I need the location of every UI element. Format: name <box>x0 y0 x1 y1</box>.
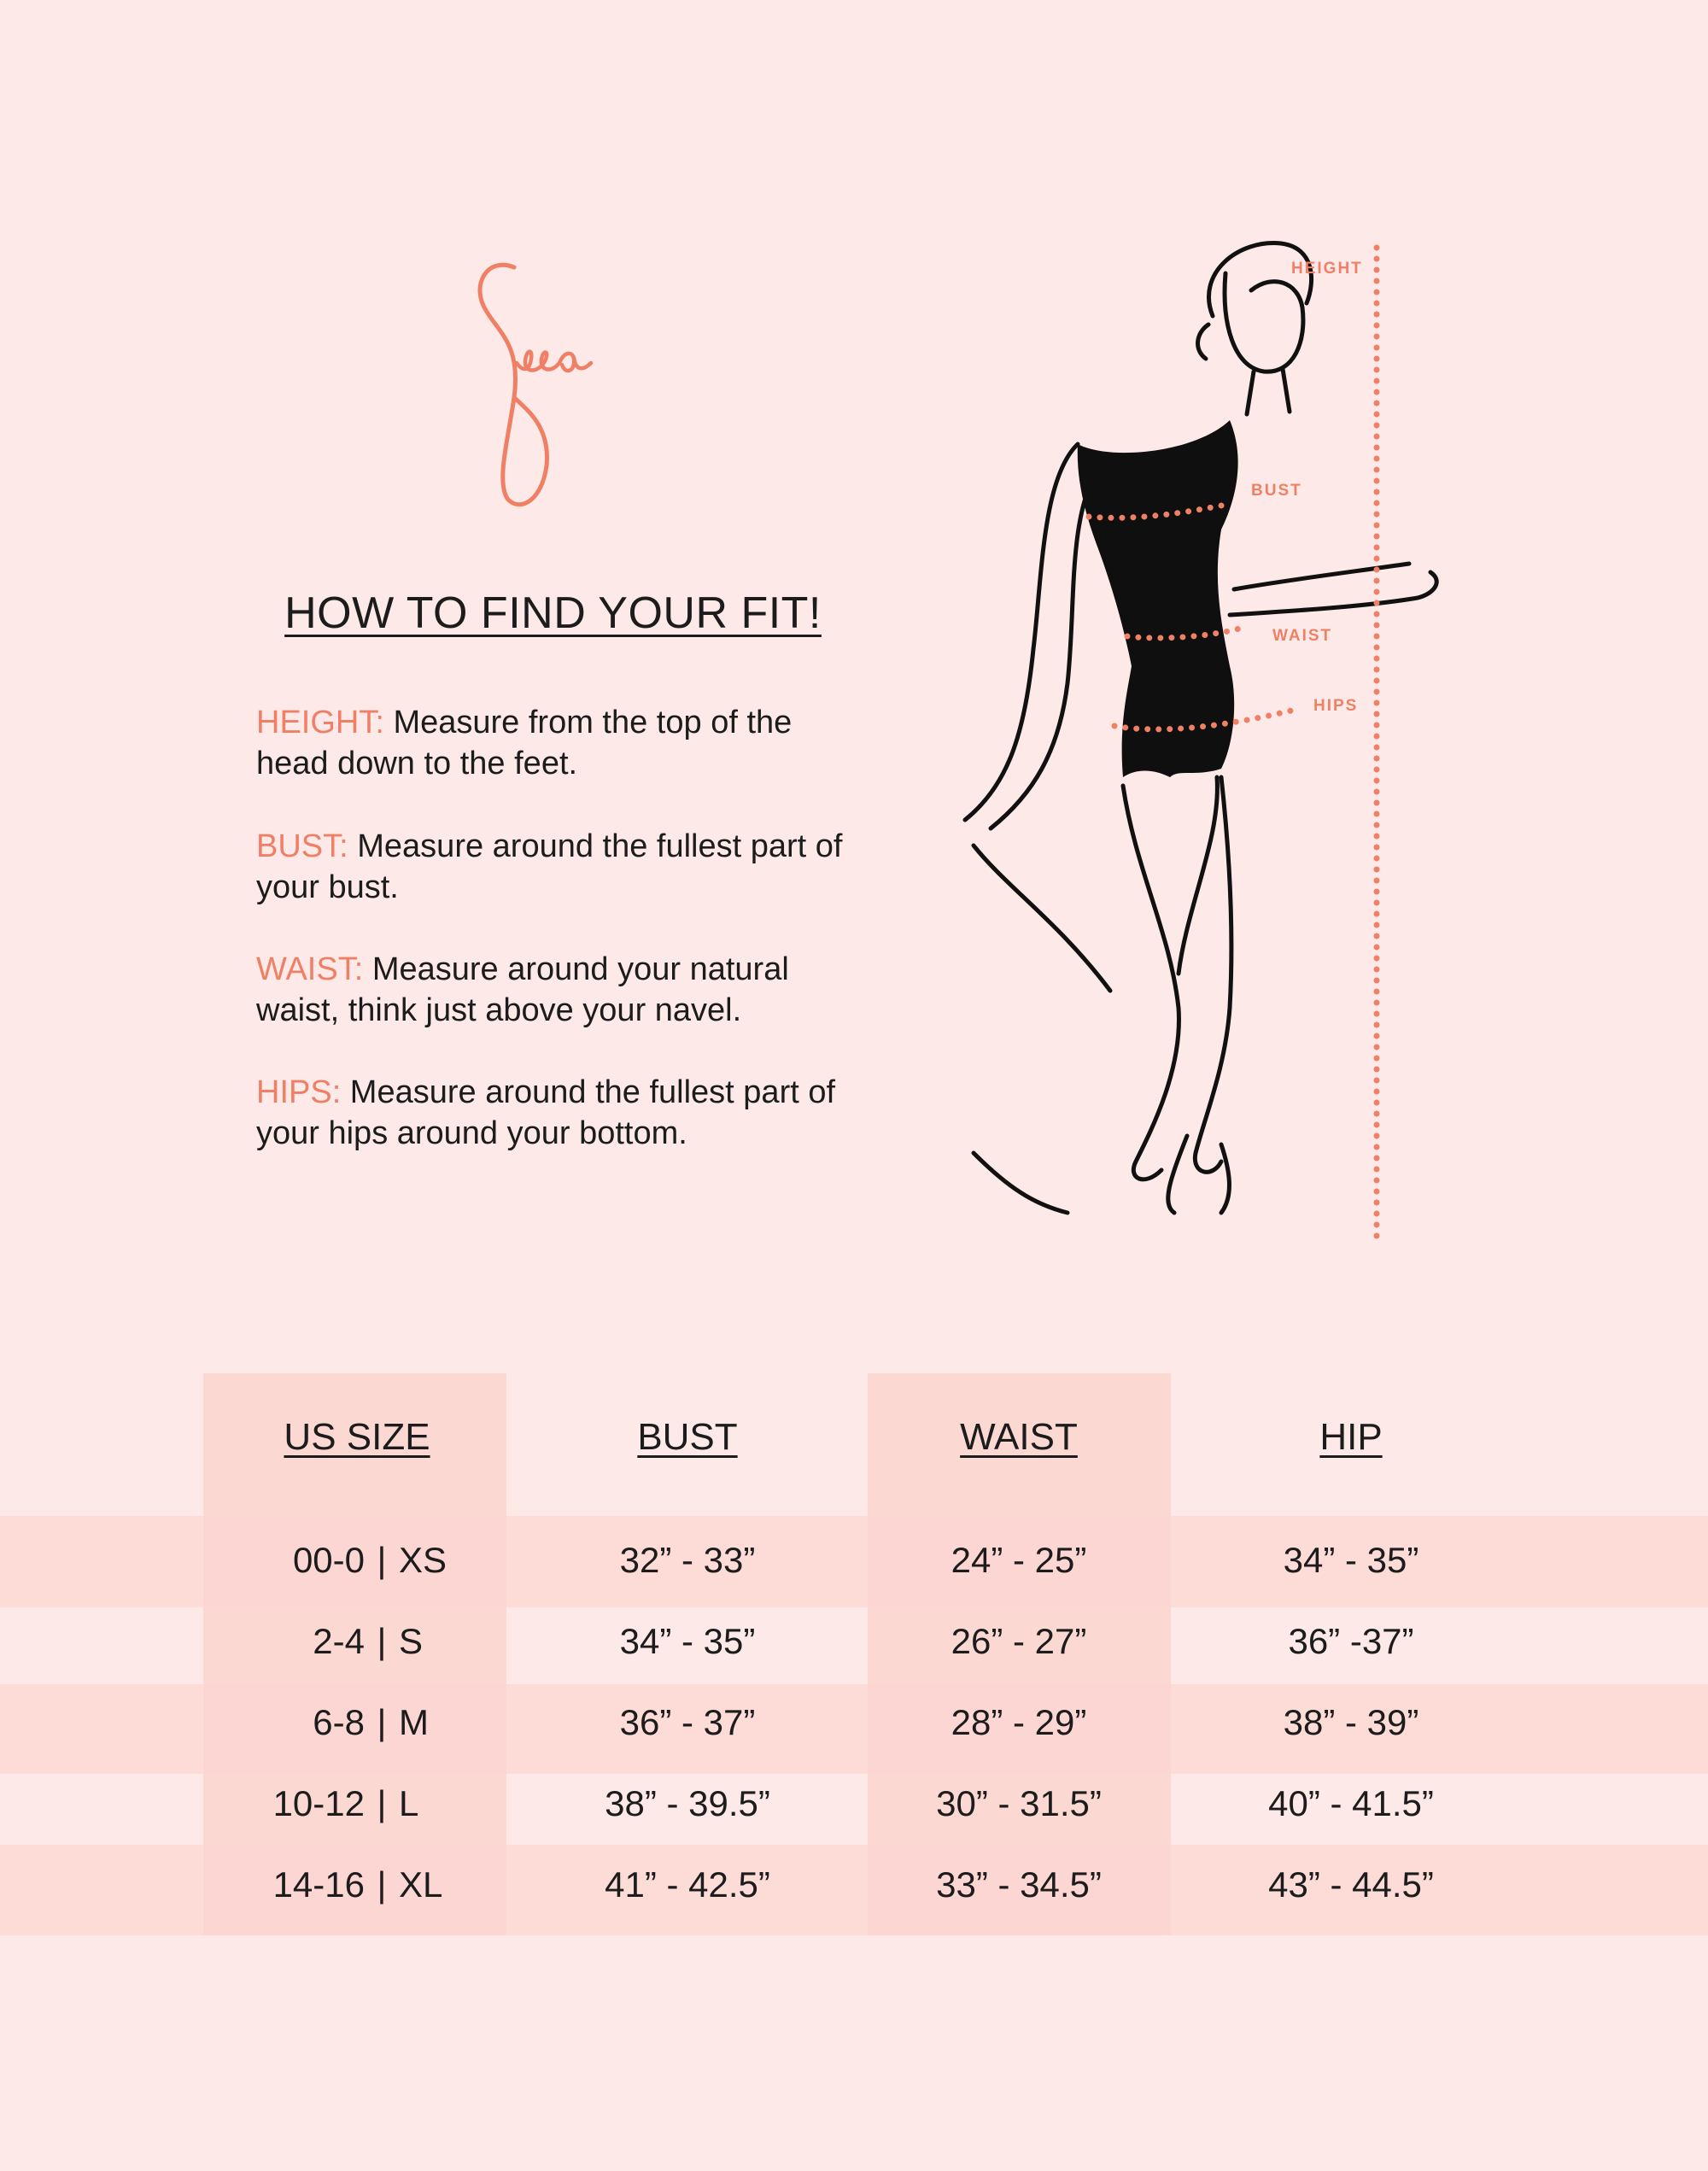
bust-cell: 36” - 37” <box>619 1702 756 1742</box>
hip-cell: 40” - 41.5” <box>1268 1783 1434 1823</box>
size-separator: | <box>377 1864 387 1905</box>
bust-cell: 38” - 39.5” <box>605 1783 770 1823</box>
table-row-size <box>203 1702 511 1743</box>
table-row-size <box>203 1540 511 1581</box>
size-number: 2-4 <box>313 1621 365 1661</box>
size-number: 10-12 <box>272 1783 365 1823</box>
size-letter: XL <box>399 1864 443 1905</box>
size-letter: M <box>399 1702 429 1742</box>
table-row-size <box>203 1621 511 1662</box>
figure-illustration <box>939 222 1520 1247</box>
figure-label-hips: HIPS <box>1313 697 1359 715</box>
size-separator: | <box>377 1540 387 1580</box>
hip-cell: 38” - 39” <box>1283 1702 1419 1742</box>
waist-cell: 28” - 29” <box>951 1702 1087 1742</box>
waist-cell: 30” - 31.5” <box>936 1783 1102 1823</box>
size-separator: | <box>377 1621 387 1661</box>
table-row-size <box>203 1783 511 1824</box>
header-hip: HIP <box>1319 1416 1383 1458</box>
header-waist: WAIST <box>960 1416 1078 1458</box>
header-bust: BUST <box>637 1416 738 1458</box>
instruction-bust <box>256 826 871 908</box>
size-separator: | <box>377 1702 387 1742</box>
size-letter: XS <box>399 1540 447 1580</box>
size-separator: | <box>377 1783 387 1823</box>
waist-cell: 33” - 34.5” <box>936 1864 1102 1905</box>
figure-label-bust: BUST <box>1251 482 1302 500</box>
bust-cell: 41” - 42.5” <box>605 1864 770 1905</box>
bust-cell: 34” - 35” <box>619 1621 756 1661</box>
instruction-key: HIPS: <box>256 1074 342 1110</box>
seea-logo <box>461 252 649 517</box>
instruction-text: Measure from the top of the head down to the feet. <box>256 705 793 781</box>
instruction-hips <box>256 1072 871 1154</box>
header-us-size: US SIZE <box>284 1416 430 1458</box>
waist-cell: 26” - 27” <box>951 1621 1087 1661</box>
waist-cell: 24” - 25” <box>951 1540 1087 1580</box>
instruction-text: Measure around the fullest part of your hips around your bottom. <box>256 1074 836 1151</box>
instruction-text: Measure around your natural waist, think just above your navel. <box>256 951 789 1028</box>
hip-cell: 34” - 35” <box>1283 1540 1419 1580</box>
page-title: HOW TO FIND YOUR FIT! <box>284 588 822 638</box>
hip-cell: 36” -37” <box>1288 1621 1414 1661</box>
instruction-key: WAIST: <box>256 951 364 987</box>
table-row-size <box>203 1864 511 1905</box>
size-number: 00-0 <box>292 1540 365 1580</box>
bust-cell: 32” - 33” <box>619 1540 756 1580</box>
instruction-waist <box>256 949 871 1031</box>
figure-label-height: HEIGHT <box>1291 260 1363 278</box>
instruction-key: BUST: <box>256 828 348 864</box>
size-number: 6-8 <box>313 1702 365 1742</box>
hip-cell: 43” - 44.5” <box>1268 1864 1434 1905</box>
instruction-text: Measure around the fullest part of your bust. <box>256 828 843 905</box>
size-letter: L <box>399 1783 419 1823</box>
instruction-height <box>256 702 871 784</box>
size-number: 14-16 <box>272 1864 365 1905</box>
instruction-key: HEIGHT: <box>256 705 384 740</box>
figure-label-waist: WAIST <box>1272 627 1333 645</box>
size-letter: S <box>399 1621 424 1661</box>
